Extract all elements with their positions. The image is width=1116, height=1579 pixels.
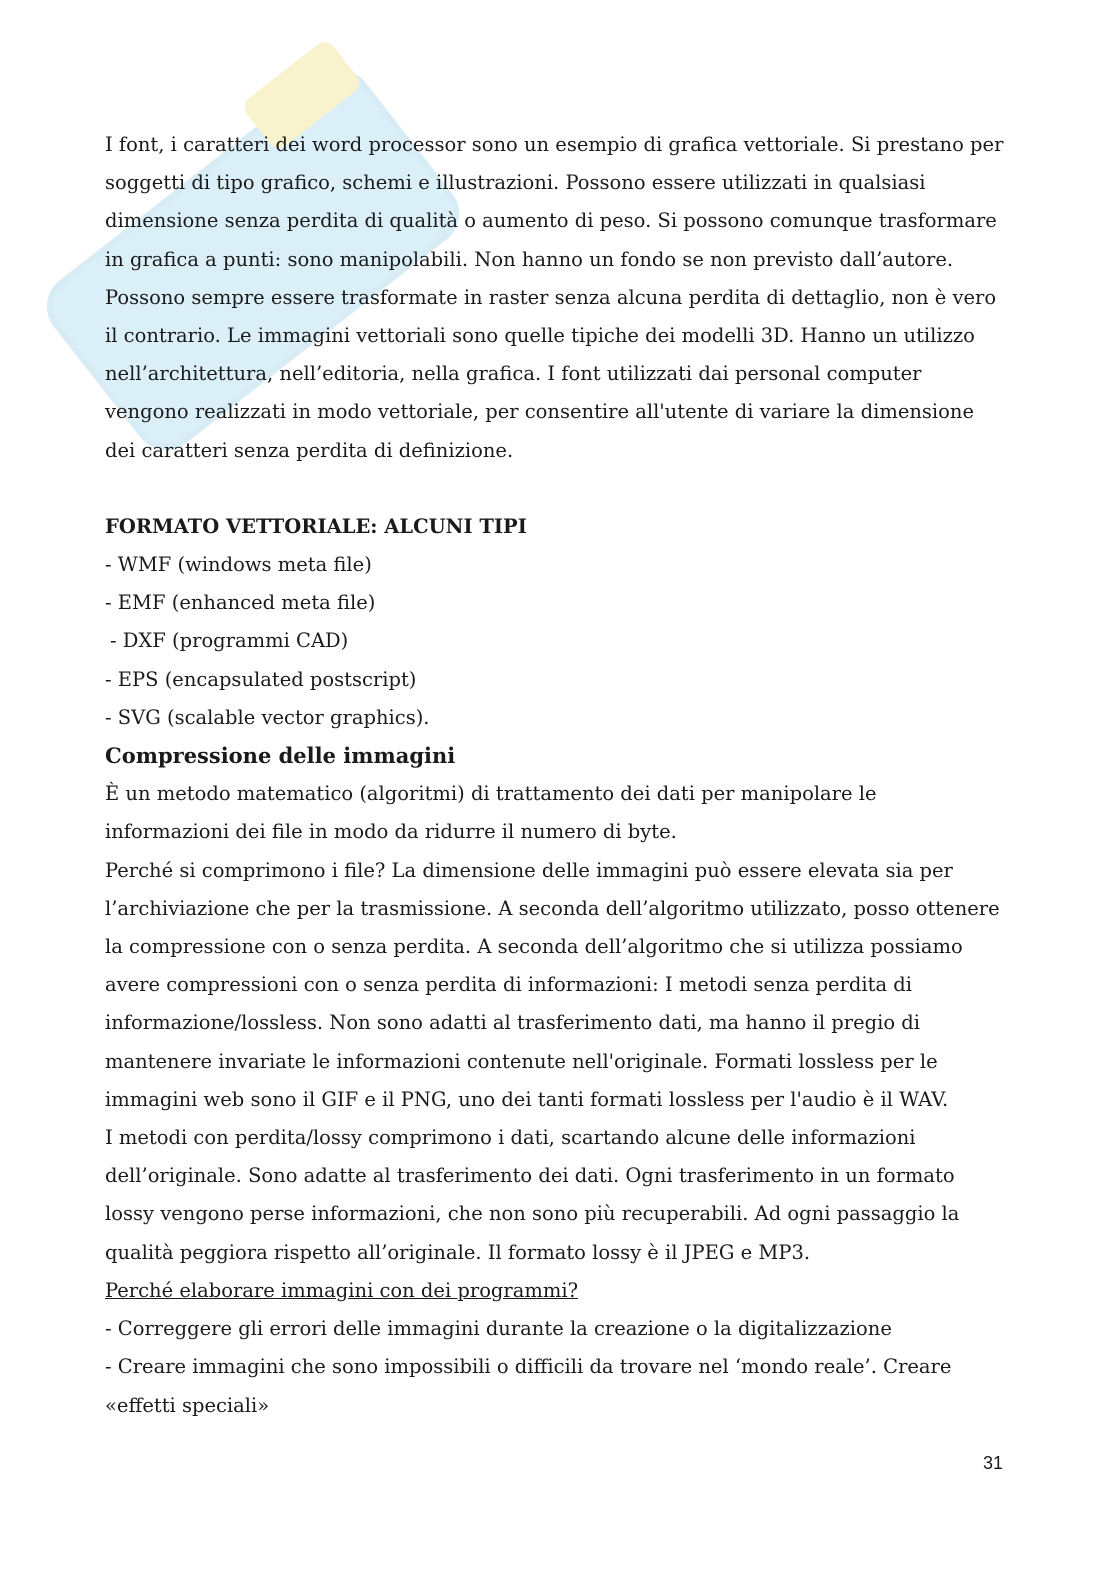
document-page — [105, 126, 1005, 1425]
why-process-images-heading: Perché elaborare immagini con dei programmi? — [105, 1278, 579, 1302]
why-item-special-effects: - Creare immagini che sono impossibili o difficili da trovare nel ‘mondo reale’. Creare «effetti speciali» — [105, 1355, 952, 1417]
format-item-svg: - SVG (scalable vector graphics). — [105, 705, 430, 729]
format-item-dxf: - DXF (programmi CAD) — [110, 629, 349, 653]
compression-section-title: Compressione delle immagini — [105, 743, 456, 769]
paragraph-spacer — [105, 470, 1005, 508]
why-item-correct-errors: - Correggere gli errori delle immagini durante la creazione o la digitalizzazione — [105, 1317, 892, 1341]
compression-why-paragraph: Perché si comprimono i file? La dimensione delle immagini può essere elevata sia per l’archiviazione che per la trasmissione. A seconda dell’algoritmo utilizzato, posso ottenere la compressione con o senza perdita. A seconda dell’algoritmo che si utilizza possiamo avere compressioni con o senza perdita di informazioni: I metodi senza perdita di informazione/lossless. Non sono adatti al trasferimento dati, ma hanno il pregio di mantenere invariate le informazioni contenute nell'originale. Formati lossless per le immagini web sono il GIF e il PNG, uno dei tanti formati lossless per l'audio è il WAV. — [105, 858, 1000, 1111]
vector-formats-heading: FORMATO VETTORIALE: ALCUNI TIPI — [105, 514, 527, 538]
lossy-methods-paragraph: I metodi con perdita/lossy comprimono i dati, scartando alcune delle informazioni dell’originale. Sono adatte al trasferimento dei dati. Ogni trasferimento in un formato lossy vengono perse informazioni, che non sono più recuperabili. Ad ogni passaggio la qualità peggiora rispetto all’originale. Il formato lossy è il JPEG e MP3. — [105, 1126, 960, 1264]
intro-paragraph: I font, i caratteri dei word processor sono un esempio di grafica vettoriale. Si prestano per soggetti di tipo grafico, schemi e illustrazioni. Possono essere utilizzati in qualsiasi dimensione senza perdita di qualità o aumento di peso. Si possono comunque trasformare in grafica a punti: sono manipolabili. Non hanno un fondo se non previsto dall’autore. Possono sempre essere trasformate in raster senza alcuna perdita di dettaglio, non è vero il contrario. Le immagini vettoriali sono quelle tipiche dei modelli 3D. Hanno un utilizzo nell’architettura, nell’editoria, nella grafica. I font utilizzati dai personal computer vengono realizzati in modo vettoriale, per consentire all'utente di variare la dimensione dei caratteri senza perdita di definizione. — [105, 133, 1004, 462]
format-item-emf: - EMF (enhanced meta file) — [105, 591, 376, 615]
compression-definition-paragraph: È un metodo matematico (algoritmi) di trattamento dei dati per manipolare le informazioni dei file in modo da ridurre il numero di byte. — [105, 782, 877, 844]
format-item-wmf: - WMF (windows meta file) — [105, 553, 372, 577]
page-number: 31 — [982, 1453, 1003, 1473]
format-item-eps: - EPS (encapsulated postscript) — [105, 667, 417, 691]
